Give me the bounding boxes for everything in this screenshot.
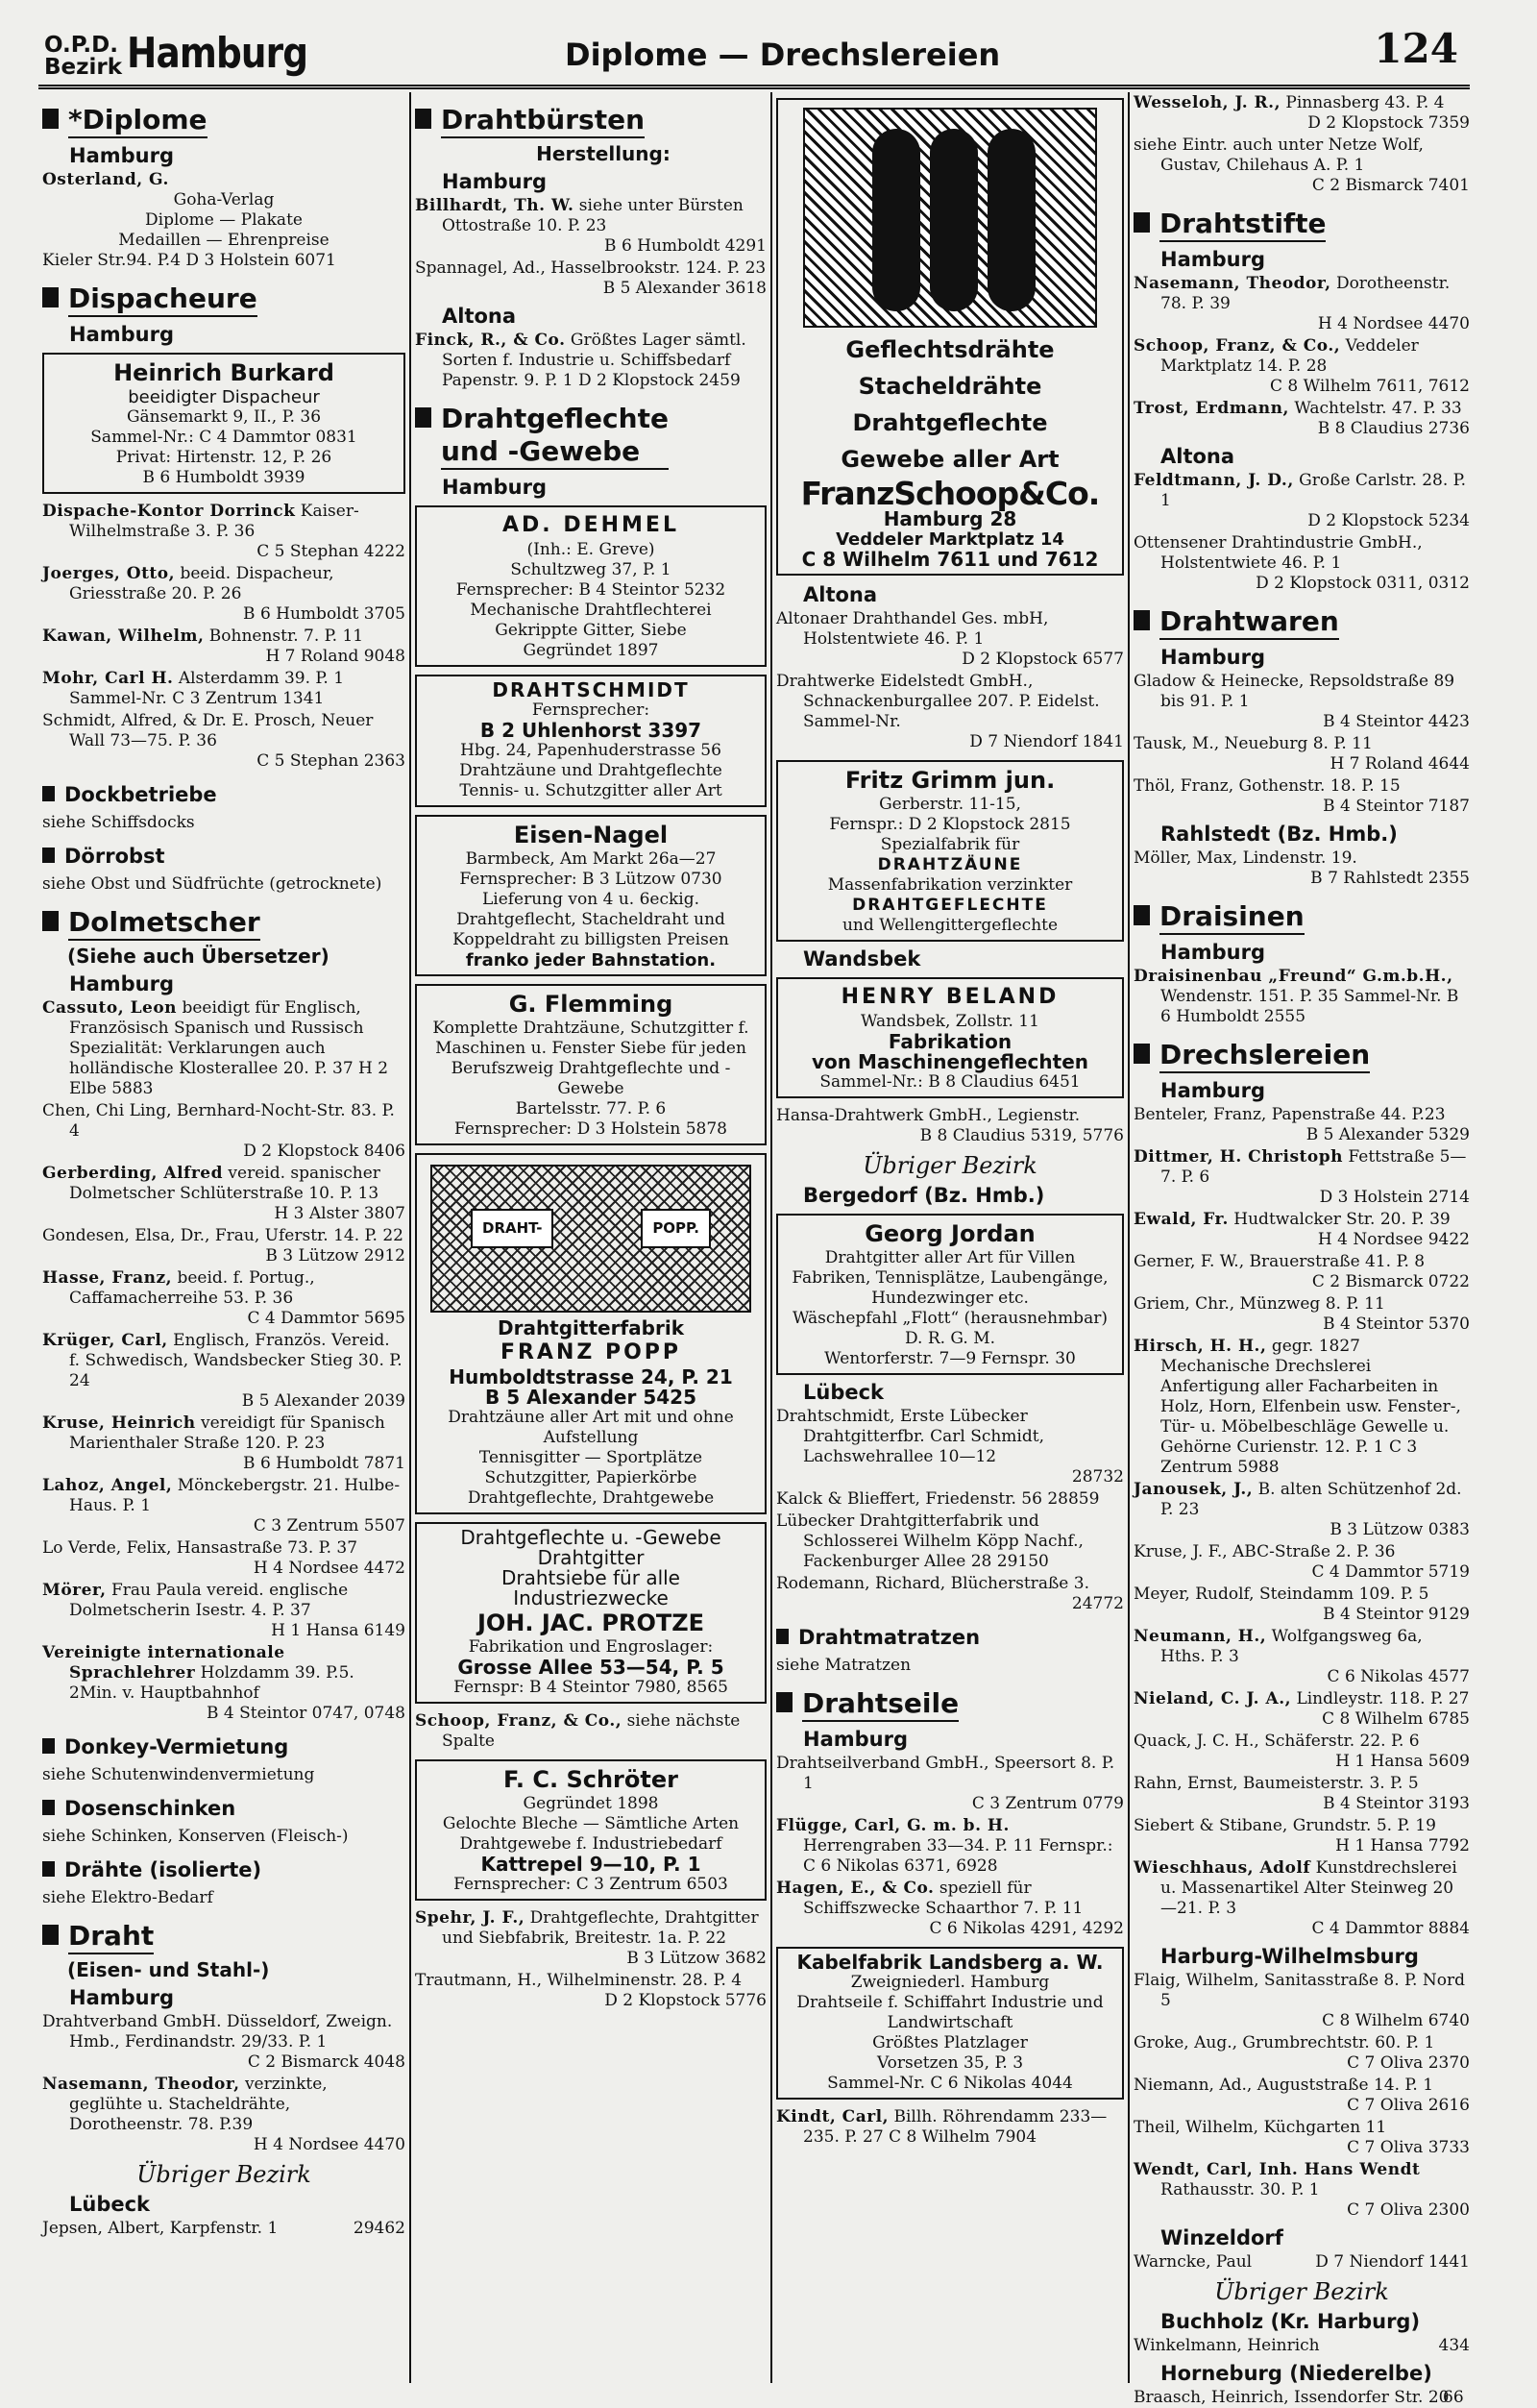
listing: Warncke, Paul D 7 Niendorf 1441	[1134, 2252, 1470, 2272]
section-heading: Drahtgeflechte und -Gewebe	[415, 403, 767, 470]
listing: Drahtschmidt, Erste Lübecker Drahtgitterfbr. Carl Schmidt, Lachswehrallee 10—12 28732	[776, 1407, 1124, 1487]
section-heading: *Diplome	[42, 104, 405, 138]
listing: Hagen, E., & Co. speziell für Schiffszwecke Schaarthor 7. P. 11 C 6 Nikolas 4291, 4292	[776, 1879, 1124, 1938]
listing: Nasemann, Theodor, Dorotheenstr. 78. P. 39 H 4 Nordsee 4470	[1134, 274, 1470, 333]
listing: Braasch, Heinrich, Issendorfer Str. 20 66	[1134, 2388, 1464, 2407]
section-subheading: (Siehe auch Übersetzer)	[67, 945, 329, 968]
listing: Osterland, G. Goha-Verlag Diplome — Plakate Medaillen — Ehrenpreise Kieler Str.94. P.4 D 3 Holstein 6071	[42, 170, 336, 270]
listing: Dittmer, H. Christoph Fettstraße 5—7. P. 6 D 3 Holstein 2714	[1134, 1147, 1470, 1207]
listing: Hasse, Franz, beeid. f. Portug., Caffamacherreihe 53. P. 36 C 4 Dammtor 5695	[42, 1268, 405, 1328]
city-heading: Altona	[1160, 445, 1235, 468]
section-heading: Dolmetscher	[42, 906, 405, 941]
listing: Cassuto, Leon beeidigt für Englisch, Französisch Spanisch und Russisch Spezialität: Verklarungen auch holländische Klosterallee 20. P. 37 H 2 Elbe 5883	[42, 998, 389, 1098]
listing: Wesseloh, J. R., Pinnasberg 43. P. 4 D 2 Klopstock 7359	[1134, 93, 1470, 133]
section-heading: Draht	[42, 1920, 405, 1954]
section-heading: Draisinen	[1134, 900, 1470, 935]
listing: Drahtwerke Eidelstedt GmbH., Schnackenburgallee 207. P. Eidelst. Sammel-Nr. D 7 Niendorf 1841	[776, 672, 1124, 751]
listing: Winkelmann, Heinrich 434	[1134, 2336, 1470, 2355]
city-heading: Hamburg	[1160, 941, 1265, 964]
listing: Möller, Max, Lindenstr. 19. B 7 Rahlstedt 2355	[1134, 848, 1470, 888]
cross-reference: siehe Schinken, Konserven (Fleisch-)	[42, 1827, 349, 1846]
fence-logo-image: DRAHT- POPP.	[430, 1165, 751, 1313]
section-heading: Drahtseile	[776, 1687, 1124, 1722]
city-heading: Altona	[442, 305, 517, 328]
listing: Kruse, Heinrich vereidigt für Spanisch Marienthaler Straße 120. P. 23 B 6 Humboldt 7871	[42, 1413, 405, 1473]
listing: Hirsch, H. H., gegr. 1827 Mechanische Drechslerei Anfertigung aller Facharbeiten in Holz, Horn, Elfenbein usw. Fenster-, Tür- u. Möbelbeschläge Gewelle u. Gehörne Curienstr. 12. P. 1 C 3 Zentrum 5988	[1134, 1337, 1461, 1477]
listing: Janousek, J., B. alten Schützenhof 2d. P. 23 B 3 Lützow 0383	[1134, 1480, 1470, 1539]
listing: Trost, Erdmann, Wachtelstr. 47. P. 33 B 8 Claudius 2736	[1134, 399, 1470, 438]
column-4	[1134, 92, 1470, 2407]
advertisement-box: DRAHT- POPP. Drahtgitterfabrik FRANZ POPP Humboldtstrasse 24, P. 21 B 5 Alexander 5425 Drahtzäune aller Art mit und ohne Aufstellung Tennisgitter — Sportplätze Schutzgitter, Papierkörbe Drahtgeflechte, Drahtgewebe	[415, 1153, 767, 1514]
cross-reference: siehe Schutenwindenvermietung	[42, 1765, 315, 1784]
listing: Tausk, M., Neueburg 8. P. 11 H 7 Roland 4644	[1134, 734, 1470, 774]
city-heading: Wandsbek	[803, 947, 921, 971]
listing: Kalck & Blieffert, Friedenstr. 56 28859	[776, 1489, 1100, 1509]
listing: Hansa-Drahtwerk GmbH., Legienstr. B 8 Claudius 5319, 5776	[776, 1106, 1124, 1145]
city-heading: Lübeck	[803, 1381, 885, 1404]
section-heading: Donkey-Vermietung	[42, 1735, 405, 1759]
listing: Draisinenbau „Freund“ G.m.b.H., Wendenstr. 151. P. 35 Sammel-Nr. B 6 Humboldt 2555	[1134, 967, 1459, 1026]
listing: Altonaer Drahthandel Ges. mbH, Holstentwiete 46. P. 1 D 2 Klopstock 6577	[776, 609, 1124, 669]
advertisement-box: HENRY BELAND Wandsbek, Zollstr. 11 Fabrikation von Maschinengeflechten Sammel-Nr.: B 8 Claudius 6451	[776, 977, 1124, 1098]
cross-reference: siehe Matratzen	[776, 1656, 912, 1675]
section-subheading: (Eisen- und Stahl-)	[67, 1958, 270, 1981]
section-subheading: Herstellung:	[536, 142, 671, 165]
advertisement-box: AD. DEHMEL (Inh.: E. Greve) Schultzweg 37, P. 1 Fernsprecher: B 4 Steintor 5232 Mechanische Drahtflechterei Gekrippte Gitter, Siebe Gegründet 1897	[415, 505, 767, 667]
listing: Niemann, Ad., Auguststraße 14. P. 1 C 7 Oliva 2616	[1134, 2076, 1470, 2115]
listing: Mohr, Carl H. Alsterdamm 39. P. 1 Sammel-Nr. C 3 Zentrum 1341	[42, 669, 345, 708]
listing: Feldtmann, J. D., Große Carlstr. 28. P. 1 D 2 Klopstock 5234	[1134, 471, 1470, 530]
city-heading: Hamburg	[69, 144, 174, 167]
page-title: Diplome — Drechslereien	[565, 37, 1001, 73]
city-heading: Hamburg	[69, 972, 174, 995]
listing: Wieschhaus, Adolf Kunstdrechslerei u. Massenartikel Alter Steinweg 20—21. P. 3 C 4 Dammtor 8884	[1134, 1858, 1470, 1938]
cross-reference: siehe Elektro-Bedarf	[42, 1888, 213, 1907]
column-1	[42, 92, 405, 2383]
column-divider	[1128, 92, 1130, 2383]
listing: Nasemann, Theodor, verzinkte, geglühte u. Stacheldrähte, Dorotheenstr. 78. P.39 H 4 Nordsee 4470	[42, 2075, 405, 2154]
city-heading: Lübeck	[69, 2193, 151, 2216]
listing: Billhardt, Th. W. siehe unter Bürsten Ottostraße 10. P. 23 B 6 Humboldt 4291	[415, 196, 767, 256]
section-heading: Drahtstifte	[1134, 208, 1470, 242]
listing: Wendt, Carl, Inh. Hans Wendt Rathausstr. 30. P. 1 C 7 Oliva 2300	[1134, 2160, 1470, 2220]
advertisement-box: DRAHTSCHMIDT Fernsprecher: B 2 Uhlenhorst 3397 Hbg. 24, Papenhuderstrasse 56 Drahtzäune und Drahtgeflechte Tennis- u. Schutzgitter aller Art	[415, 675, 767, 807]
listing: Rodemann, Richard, Blücherstraße 3. 24772	[776, 1574, 1124, 1613]
listing: Drahtseilverband GmbH., Speersort 8. P. 1 C 3 Zentrum 0779	[776, 1754, 1124, 1813]
listing: Nieland, C. J. A., Lindleystr. 118. P. 27 C 8 Wilhelm 6785	[1134, 1689, 1470, 1729]
city-heading: Buchholz (Kr. Harburg)	[1160, 2310, 1421, 2333]
city-heading: Harburg-Wilhelmsburg	[1160, 1945, 1419, 1968]
listing: Flaig, Wilhelm, Sanitasstraße 8. P. Nord 5 C 8 Wilhelm 6740	[1134, 1971, 1470, 2030]
listing: Spannagel, Ad., Hasselbrookstr. 124. P. 23 B 5 Alexander 3618	[415, 258, 767, 298]
listing: siehe Eintr. auch unter Netze Wolf, Gustav, Chilehaus A. P. 1 C 2 Bismarck 7401	[1134, 135, 1470, 195]
district-label: O.P.D. Bezirk	[44, 33, 123, 80]
cross-reference: siehe Obst und Südfrüchte (getrocknete)	[42, 874, 382, 894]
district-subheading: Übriger Bezirk	[863, 1152, 1037, 1179]
city-heading: Hamburg	[803, 1728, 908, 1751]
section-heading: Dockbetriebe	[42, 783, 405, 807]
district-subheading: Übriger Bezirk	[1214, 2278, 1389, 2305]
wire-coil-image	[803, 108, 1097, 328]
city-heading: Rahlstedt (Bz. Hmb.)	[1160, 823, 1398, 846]
listing: Ewald, Fr. Hudtwalcker Str. 20. P. 39 H 4 Nordsee 9422	[1134, 1210, 1470, 1249]
advertisement-box: G. Flemming Komplette Drahtzäune, Schutzgitter f. Maschinen u. Fenster Siebe für jeden Berufszweig Drahtgeflechte und -Gewebe Bartelsstr. 77. P. 6 Fernsprecher: D 3 Holstein 5878	[415, 984, 767, 1145]
section-heading: Dispacheure	[42, 283, 405, 317]
listing: Gladow & Heinecke, Repsoldstraße 89 bis 91. P. 1 B 4 Steintor 4423	[1134, 672, 1470, 731]
listing: Quack, J. C. H., Schäferstr. 22. P. 6 H 1 Hansa 5609	[1134, 1732, 1470, 1771]
listing: Dispache-Kontor Dorrinck Kaiser-Wilhelmstraße 3. P. 36 C 5 Stephan 4222	[42, 502, 405, 561]
section-heading: Dörrobst	[42, 845, 405, 869]
advertisement-box: F. C. Schröter Gegründet 1898 Gelochte Bleche — Sämtliche Arten Drahtgewebe f. Industriebedarf Kattrepel 9—10, P. 1 Fernsprecher: C 3 Zentrum 6503	[415, 1759, 767, 1901]
listing: Joerges, Otto, beeid. Dispacheur, Griesstraße 20. P. 26 B 6 Humboldt 3705	[42, 564, 405, 624]
column-divider	[409, 92, 411, 2383]
section-heading: Drahtwaren	[1134, 605, 1470, 640]
column-3	[776, 92, 1124, 2383]
listing: Chen, Chi Ling, Bernhard-Nocht-Str. 83. P. 4 D 2 Klopstock 8406	[42, 1101, 405, 1161]
listing: Vereinigte internationale Sprachlehrer Holzdamm 39. P.5. 2Min. v. Hauptbahnhof B 4 Steintor 0747, 0748	[42, 1643, 405, 1723]
listing: Finck, R., & Co. Größtes Lager sämtl. Sorten f. Industrie u. Schiffsbedarf Papenstr. 9. P. 1 D 2 Klopstock 2459	[415, 331, 746, 390]
section-heading: Drechslereien	[1134, 1039, 1470, 1073]
listing: Theil, Wilhelm, Küchgarten 11 C 7 Oliva 3733	[1134, 2118, 1470, 2157]
city-heading: Winzeldorf	[1160, 2226, 1283, 2249]
listing: Lahoz, Angel, Mönckebergstr. 21. Hulbe-Haus. P. 1 C 3 Zentrum 5507	[42, 1476, 405, 1536]
advertisement-box: Eisen-Nagel Barmbeck, Am Markt 26a—27 Fernsprecher: B 3 Lützow 0730 Lieferung von 4 u. 6eckig. Drahtgeflecht, Stacheldraht und Koppeldraht zu billigsten Preisen franko jeder Bahnstation.	[415, 815, 767, 976]
listing: Benteler, Franz, Papenstraße 44. P.23 B 5 Alexander 5329	[1134, 1105, 1470, 1144]
city-heading: Hamburg	[69, 1986, 174, 2009]
city-heading: Horneburg (Niederelbe)	[1160, 2362, 1432, 2385]
advertisement-box: Georg Jordan Drahtgitter aller Art für Villen Fabriken, Tennisplätze, Laubengänge, Hundezwinger etc. Wäschepfahl „Flott“ (herausnehmbar) D. R. G. M. Wentorferstr. 7—9 Fernspr. 30	[776, 1214, 1124, 1375]
listing: Ottensener Drahtindustrie GmbH., Holstentwiete 46. P. 1 D 2 Klopstock 0311, 0312	[1134, 533, 1470, 593]
listing: Mörer, Frau Paula vereid. englische Dolmetscherin Isestr. 4. P. 37 H 1 Hansa 6149	[42, 1581, 405, 1640]
city-heading: Hamburg	[442, 170, 547, 193]
city-heading: Hamburg	[1160, 646, 1265, 669]
district-city: Hamburg	[127, 29, 308, 78]
district-subheading: Übriger Bezirk	[136, 2161, 311, 2188]
listing: Gondesen, Elsa, Dr., Frau, Uferstr. 14. P. 22 B 3 Lützow 2912	[42, 1226, 405, 1265]
listing: Spehr, J. F., Drahtgeflechte, Drahtgitter und Siebfabrik, Breitestr. 1a. P. 22 B 3 Lützow 3682	[415, 1908, 767, 1968]
city-heading: Hamburg	[69, 323, 174, 346]
advertisement-box: Kabelfabrik Landsberg a. W. Zweigniederl. Hamburg Drahtseile f. Schiffahrt Industrie und Landwirtschaft Größtes Platzlager Vorsetzen 35, P. 3 Sammel-Nr. C 6 Nikolas 4044	[776, 1947, 1124, 2100]
page-header	[38, 21, 1470, 89]
page-number: 124	[1374, 25, 1458, 72]
listing: Gerner, F. W., Brauerstraße 41. P. 8 C 2 Bismarck 0722	[1134, 1252, 1470, 1291]
listing: Gerberding, Alfred vereid. spanischer Dolmetscher Schlüterstraße 10. P. 13 H 3 Alster 3807	[42, 1164, 405, 1223]
city-heading: Hamburg	[442, 476, 547, 499]
listing: Lo Verde, Felix, Hansastraße 73. P. 37 H 4 Nordsee 4472	[42, 1538, 405, 1578]
listing: Schmidt, Alfred, & Dr. E. Prosch, Neuer Wall 73—75. P. 36 C 5 Stephan 2363	[42, 711, 405, 771]
city-heading: Hamburg	[1160, 1079, 1265, 1102]
listing: Krüger, Carl, Englisch, Französ. Vereid. f. Schwedisch, Wandsbecker Stieg 30. P. 24 B 5 Alexander 2039	[42, 1331, 405, 1411]
section-heading: Drahtmatratzen	[776, 1626, 1124, 1650]
listing: Drahtverband GmbH. Düsseldorf, Zweign. Hmb., Ferdinandstr. 29/33. P. 1 C 2 Bismarck 4048	[42, 2012, 405, 2072]
city-heading: Bergedorf (Bz. Hmb.)	[803, 1184, 1045, 1207]
listing: Flügge, Carl, G. m. b. H. Herrengraben 33—34. P. 11 Fernspr.: C 6 Nikolas 6371, 6928	[776, 1816, 1113, 1876]
column-divider	[770, 92, 772, 2383]
advertisement-box: Heinrich Burkard beeidigter Dispacheur Gänsemarkt 9, II., P. 36 Sammel-Nr.: C 4 Dammtor 0831 Privat: Hirtenstr. 12, P. 26 B 6 Humboldt 3939	[42, 353, 405, 494]
listing: Schoop, Franz, & Co., siehe nächste Spalte	[415, 1711, 741, 1751]
section-heading: Drahtbürsten	[415, 104, 767, 138]
listing: Lübecker Drahtgitterfabrik und Schlosserei Wilhelm Köpp Nachf., Fackenburger Allee 28 29150	[776, 1511, 1084, 1571]
listing: Groke, Aug., Grumbrechtstr. 60. P. 1 C 7 Oliva 2370	[1134, 2033, 1470, 2073]
listing: Jepsen, Albert, Karpfenstr. 1 29462	[42, 2219, 405, 2238]
listing: Siebert & Stibane, Grundstr. 5. P. 19 H 1 Hansa 7792	[1134, 1816, 1470, 1855]
section-heading: Drähte (isolierte)	[42, 1858, 405, 1882]
listing: Rahn, Ernst, Baumeisterstr. 3. P. 5 B 4 Steintor 3193	[1134, 1774, 1470, 1813]
listing: Kindt, Carl, Billh. Röhrendamm 233—235. P. 27 C 8 Wilhelm 7904	[776, 2107, 1108, 2147]
schoop-advertisement: Geflechtsdrähte Stacheldrähte Drahtgeflechte Gewebe aller Art FranzSchoop&Co. Hamburg 28 Veddeler Marktplatz 14 C 8 Wilhelm 7611 und 7612	[776, 98, 1124, 576]
listing: Trautmann, H., Wilhelminenstr. 28. P. 4 D 2 Klopstock 5776	[415, 1971, 767, 2010]
listing: Meyer, Rudolf, Steindamm 109. P. 5 B 4 Steintor 9129	[1134, 1585, 1470, 1624]
listing: Schoop, Franz, & Co., Veddeler Marktplatz 14. P. 28 C 8 Wilhelm 7611, 7612	[1134, 336, 1470, 396]
column-2	[415, 92, 767, 2383]
city-heading: Hamburg	[1160, 248, 1265, 271]
listing: Griem, Chr., Münzweg 8. P. 11 B 4 Steintor 5370	[1134, 1294, 1470, 1334]
advertisement-box: Fritz Grimm jun. Gerberstr. 11-15, Fernspr.: D 2 Klopstock 2815 Spezialfabrik für DRAHTZÄUNE Massenfabrikation verzinkter DRAHTGEFLECHTE und Wellengittergeflechte	[776, 760, 1124, 942]
cross-reference: siehe Schiffsdocks	[42, 813, 195, 832]
advertisement-box: Drahtgeflechte u. -Gewebe Drahtgitter Drahtsiebe für alle Industriezwecke JOH. JAC. PROTZE Fabrikation und Engroslager: Grosse Allee 53—54, P. 5 Fernspr: B 4 Steintor 7980, 8565	[415, 1522, 767, 1704]
listing: Neumann, H., Wolfgangsweg 6a, Hths. P. 3 C 6 Nikolas 4577	[1134, 1627, 1470, 1686]
listing: Thöl, Franz, Gothenstr. 18. P. 15 B 4 Steintor 7187	[1134, 776, 1470, 816]
listing: Kruse, J. F., ABC-Straße 2. P. 36 C 4 Dammtor 5719	[1134, 1542, 1470, 1582]
city-heading: Altona	[803, 583, 878, 606]
listing: Kawan, Wilhelm, Bohnenstr. 7. P. 11 H 7 Roland 9048	[42, 627, 405, 666]
section-heading: Dosenschinken	[42, 1797, 405, 1821]
